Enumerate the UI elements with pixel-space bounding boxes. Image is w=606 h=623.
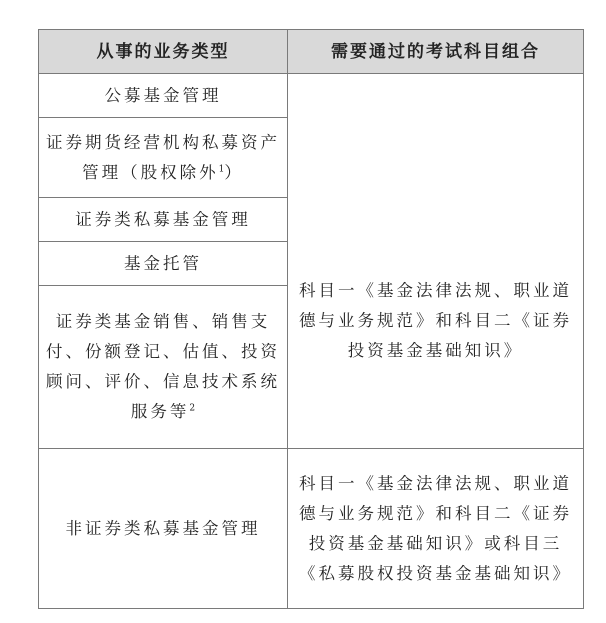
exam-combination-text: 科目一《基金法律法规、职业道德与业务规范》和科目二《证券投资基金基础知识》 xyxy=(299,281,572,360)
business-type-text: 证券类基金销售、销售支付、份额登记、估值、投资顾问、评价、信息技术系统服务等 xyxy=(46,312,280,421)
business-type-suffix: ） xyxy=(224,162,244,182)
business-type-cell: 基金托管 xyxy=(39,242,288,286)
business-type-cell: 非证券类私募基金管理 xyxy=(39,449,288,609)
business-type-cell xyxy=(39,118,288,198)
footnote-marker: 2 xyxy=(189,403,196,414)
business-type-text: 证券期货经营机构私募资产管理（股权除外 xyxy=(46,132,280,182)
exam-combination-cell: 科目一《基金法律法规、职业道德与业务规范》和科目二《证券投资基金基础知识》或科目三《私募股权投资基金基础知识》 xyxy=(288,449,584,609)
exam-requirements-table xyxy=(38,29,584,609)
table-row xyxy=(39,74,584,118)
header-row xyxy=(39,30,584,74)
footnote-marker: 1 xyxy=(218,164,225,174)
business-type-cell xyxy=(39,286,288,449)
business-type-cell: 公募基金管理 xyxy=(39,74,288,118)
exam-combination-cell xyxy=(288,74,584,449)
table-row xyxy=(39,449,584,609)
header-business-type: 从事的业务类型 xyxy=(39,30,288,74)
header-exam-combination: 需要通过的考试科目组合 xyxy=(288,30,584,74)
business-type-cell: 证券类私募基金管理 xyxy=(39,198,288,242)
